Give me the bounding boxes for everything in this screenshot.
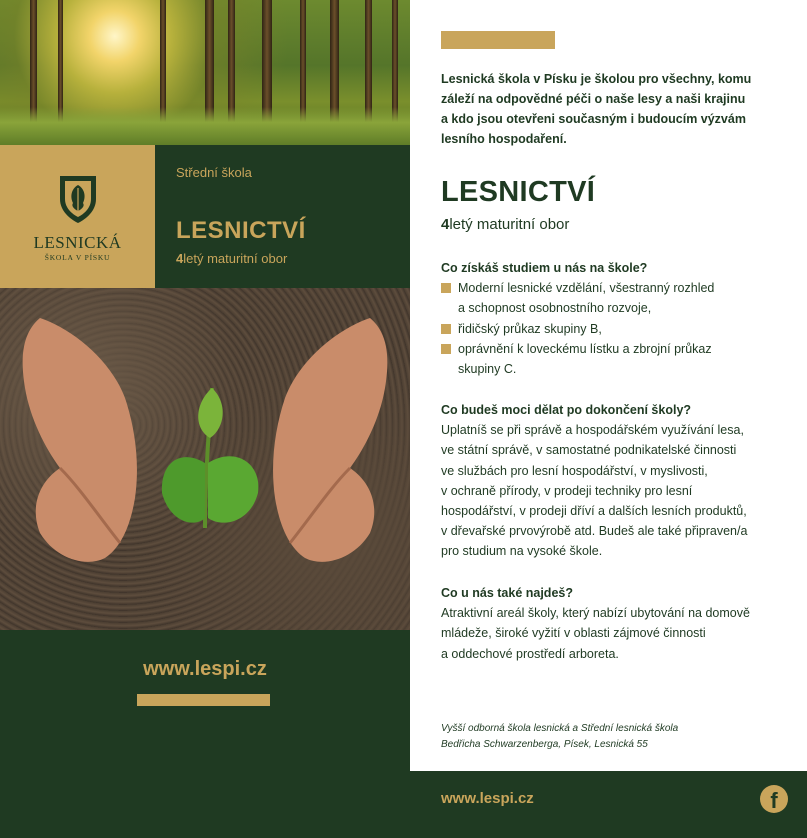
facebook-icon[interactable] [760,785,788,813]
left-website-link[interactable]: www.lespi.cz [143,658,267,680]
intro-line: Lesnická škola v Písku je školou pro všechny, komu [441,72,752,86]
list-item-line: a schopnost osobnostního rozvoje, [458,301,652,316]
section-facilities [441,583,791,664]
list-item-line: Moderní lesnické vzdělání, všestranný rozhled [458,281,715,296]
list-item-line: oprávnění k loveckému lístku a zbrojní průkaz [458,341,712,356]
page-subtitle-number: 4 [441,216,450,233]
section-heading: Co budeš moci dělat po dokončení školy? [441,403,692,417]
panel-subtitle-number: 4 [176,251,184,266]
intro-line: lesního hospodaření. [441,132,567,146]
facebook-glyph: f [770,788,778,813]
panel-title: LESNICTVÍ [176,217,306,244]
logo-name: LESNICKÁ [33,233,122,252]
page-subtitle [441,216,569,233]
benefits-list [441,278,791,379]
accent-bar [137,694,270,706]
list-item-line: řidičský průkaz skupiny B, [458,321,602,336]
page-subtitle-text: letý maturitní obor [449,216,570,233]
footer-website-link[interactable]: www.lespi.cz [441,790,534,807]
school-logo [0,145,155,288]
text-line: v ochraně přírody, v prodeji techniky pro lesní [441,483,693,498]
address-line: Bedřicha Schwarzenberga, Písek, Lesnická 55 [441,739,648,750]
list-item [441,319,791,339]
text-line: v dřevařské prvovýrobě atd. Budeš ale také připraven/a [441,524,748,539]
section-heading: Co u nás také najdeš? [441,586,573,600]
accent-bar-top [441,31,555,49]
program-panel [155,145,410,288]
text-line: Uplatníš se při správě a hospodářském využívání lesa, [441,423,744,438]
text-line: ve státní správě, v samostatné podnikatelské činnosti [441,443,737,458]
section-heading: Co získáš studiem u nás na škole? [441,261,648,275]
intro-line: záleží na odpovědné péči o naše lesy a naši krajinu [441,92,746,106]
list-item [441,339,791,379]
intro-line: a kdo jsou otevřeni současným i budoucím výzvám [441,112,746,126]
panel-subtitle [176,251,287,266]
hands-seedling-photo [0,288,410,630]
section-benefits [441,258,791,379]
footer [410,771,807,838]
text-line: pro studium na vysoké škole. [441,544,603,559]
panel-subtitle-text: letý maturitní obor [183,251,288,266]
text-line: a oddechové prostředí arboreta. [441,646,619,661]
school-address [441,721,771,753]
list-item [441,278,791,318]
address-line: Vyšší odborná škola lesnická a Střední lesnická škola [441,723,679,734]
logo-subtitle: ŠKOLA V PÍSKU [44,253,111,262]
page-title: LESNICTVÍ [441,176,596,208]
forest-photo [0,0,410,145]
section-career [441,400,791,562]
text-line: ve službách pro lesní hospodářství, v myslivosti, [441,463,708,478]
list-item-line: skupiny C. [458,362,517,377]
text-line: hospodářství, v prodeji dříví a dalších lesních produktů, [441,504,747,519]
school-type: Střední škola [176,165,252,180]
text-line: Atraktivní areál školy, který nabízí ubytování na domově [441,606,750,621]
intro-text [441,69,781,149]
shield-oak-leaf-icon [57,173,99,225]
text-line: mládeže, široké vyžití v oblasti zájmové činnosti [441,626,706,641]
